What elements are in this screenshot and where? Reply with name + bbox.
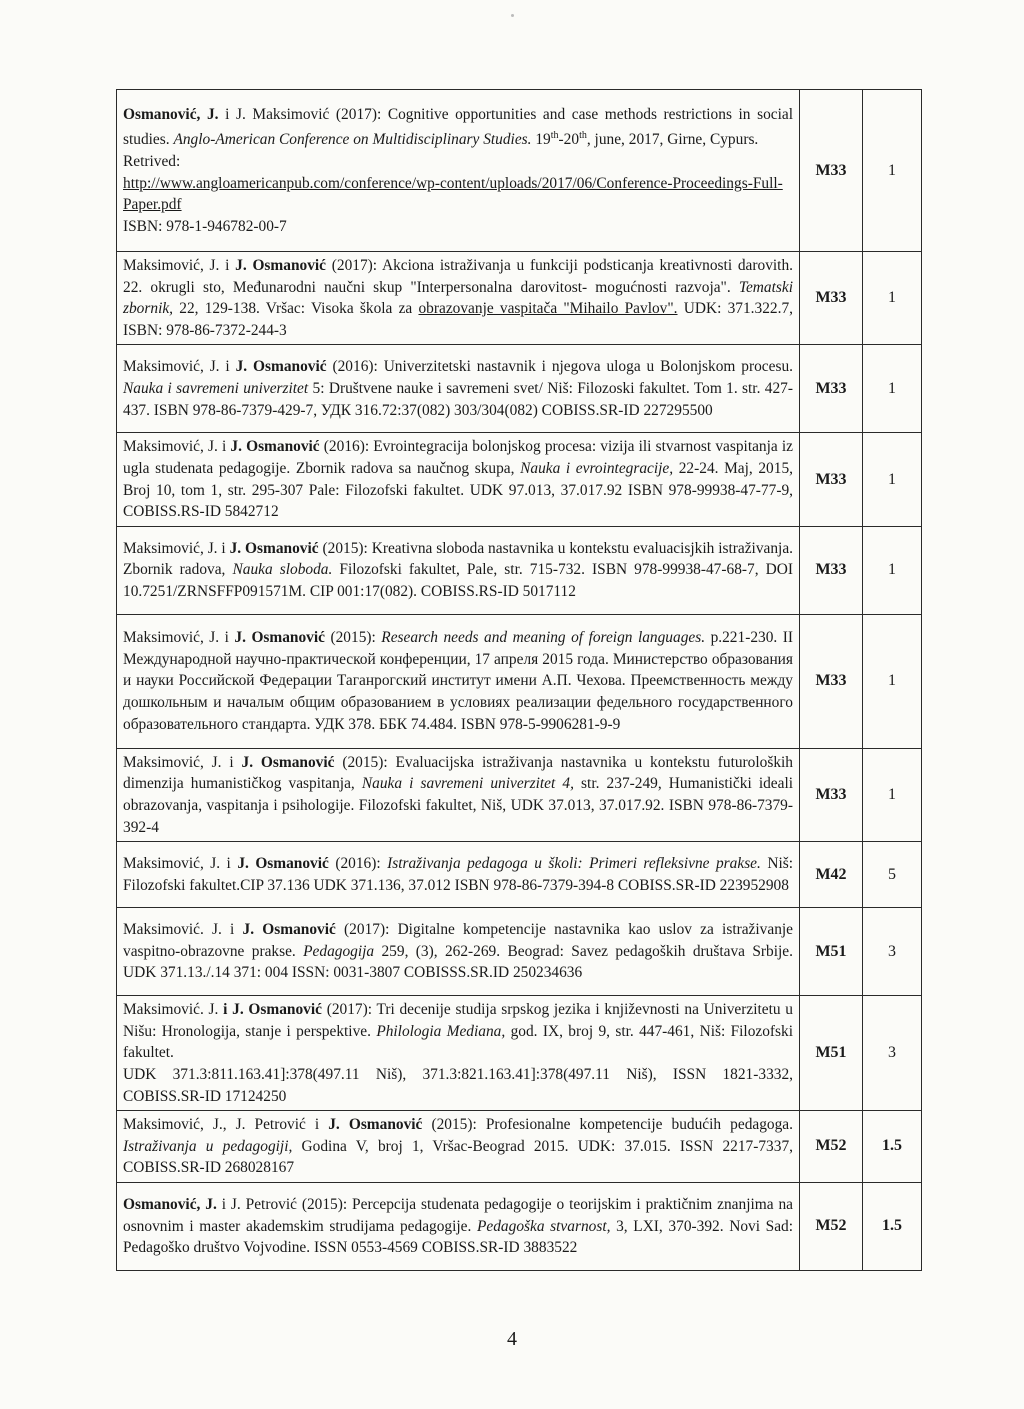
- citation-fragment: Pedagoška stvarnost,: [477, 1217, 611, 1235]
- citation-fragment: J. Osmanović: [235, 358, 327, 376]
- citation-fragment: 5: Društvene nauke i savremeni svet/ Niš: Filozoski fakultet. Tom 1. str. 427-437. ISBN 978-86-7379-429-7, УДК 316.72:37(082) 303/304(082) COBISS.SR-ID 227295500: [123, 380, 793, 419]
- publication-row: [117, 526, 922, 614]
- publication-category: M33: [800, 345, 863, 433]
- publication-row: [117, 1111, 922, 1183]
- publication-points: 5: [863, 842, 922, 908]
- citation-fragment: Maksimović, J. i: [123, 438, 231, 456]
- publication-row: [117, 748, 922, 841]
- citation-fragment: ISBN: 978-1-946782-00-7: [123, 217, 287, 235]
- publication-points: 1: [863, 614, 922, 748]
- citation-fragment: (2017): Tri decenije studija srpskog jezika i književnosti na Univerzitetu u Nišu: Hronologija, stanje i perspektive.: [123, 1001, 794, 1040]
- citation-fragment: (2017): Digitalne kompetencije nastavnika kao uslov za istraživanje vaspitno-obrazovne prakse.: [123, 921, 793, 960]
- citation-fragment: Nauka i savremeni univerzitet: [123, 380, 309, 398]
- citation-fragment: th: [579, 130, 587, 142]
- publication-points: 1: [863, 526, 922, 614]
- citation-fragment: J. Osmanović: [235, 257, 326, 274]
- citation-fragment: 22-24. Maj, 2015, Broj 10, tom 1, str. 295-307 Pale: Filozofski fakultet. UDK 97.013, 37.017.92 ISBN 978-99938-47-77-9, COBISS.RS-ID 5842712: [123, 459, 793, 521]
- publication-citation: [117, 908, 800, 996]
- citation-fragment: 259, (3), 262-269. Beograd: Savez pedagoških društava Srbije. UDK 371.13./.14 371: 004 ISSN: 0031-3807 COBISSS.SR.ID 250234636: [123, 942, 793, 982]
- publication-citation: [117, 433, 800, 526]
- citation-fragment: J. Osmanović: [242, 921, 336, 939]
- citation-fragment: Nauka i evrointegracije,: [520, 459, 674, 477]
- publication-category: M33: [800, 252, 863, 345]
- publication-row: [117, 252, 922, 345]
- citation-fragment: UDK: 371.322.7, ISBN: 978-86-7372-244-3: [123, 300, 793, 339]
- publication-category: M42: [800, 842, 863, 908]
- publication-row: [117, 908, 922, 996]
- citation-fragment: p.221-230. II Международной научно-практической конференции, 17 апреля 2015 года. Министерство образования и науки Российской Федерации Таганрогский институт имени А.П. Чехова. Преемственность между дошкольным и началым общим образованием в условиях реализации федельного государственного образовательного стандарта. УДК 378. ББК 74.484. ISBN 978-5-9906281-9-9: [123, 629, 794, 733]
- publication-category: M51: [800, 908, 863, 996]
- publication-row: [117, 345, 922, 433]
- citation-fragment: (2016):: [328, 855, 388, 873]
- citation-fragment: Osmanović, J.: [123, 1195, 217, 1213]
- citation-fragment: (2016): Evrointegracija bolonjskog procesa: vizija ili stvarnost vaspitanja iz ugla studenata pedagogije. Zbornik radova sa naučnog skupa,: [123, 438, 794, 477]
- citation-fragment: (2016): Univerzitetski nastavnik i njegova uloga u Bolonjskom procesu.: [326, 358, 793, 376]
- publication-citation: [117, 842, 800, 908]
- publication-points: 3: [863, 908, 922, 996]
- citation-fragment: Filozofski fakultet, Pale, str. 715-732. ISBN 978-99938-47-68-7, DOI 10.7251/ZRNSFFP091571M. CIP 001:17(082). COBISS.RS-ID 5017112: [123, 561, 793, 601]
- citation-fragment: 22, 129-138. Vršac: Visoka škola za: [173, 300, 419, 318]
- publication-citation: [117, 252, 800, 345]
- citation-fragment: Pedagogija: [303, 942, 375, 960]
- publication-citation: [117, 1111, 800, 1183]
- publication-points: 1.5: [863, 1182, 922, 1270]
- citation-fragment: -20: [558, 131, 580, 149]
- citation-fragment: UDK 371.3:811.163.41]:378(497.11 Niš), 371.3:821.163.41]:378(497.11 Niš), ISSN 1821-3332, COBISS.SR-ID 17124250: [123, 1065, 793, 1105]
- citation-fragment: Maksimović, J. i: [123, 539, 230, 557]
- citation-fragment: Maksimović, J. i: [123, 753, 242, 771]
- citation-fragment: (2015): Kreativna sloboda nastavnika u kontekstu evaluacisjkih istraživanja. Zbornik radova,: [123, 539, 793, 579]
- publication-row: [117, 996, 922, 1111]
- publication-citation: [117, 526, 800, 614]
- citation-fragment: Philologia Mediana,: [376, 1022, 506, 1040]
- citation-fragment: Maksimović. J. i: [123, 921, 243, 939]
- publication-citation: [117, 996, 800, 1111]
- citation-fragment: J. Osmanović: [241, 753, 335, 771]
- citation-fragment: str. 237-249, Humanistički ideali obrazovanja, vaspitanja i psihologije. Filozofski fakultet, Niš, UDK 37.013, 37.017.92. ISBN 978-86-7379-392-4: [123, 775, 794, 836]
- citation-fragment: i J. Maksimović (2017): Cognitive opportunities and case methods restrictions in social studies.: [123, 105, 793, 149]
- publication-points: 1: [863, 90, 922, 252]
- publication-row: [117, 842, 922, 908]
- citation-fragment: Tematski zbornik,: [123, 278, 793, 318]
- publication-points: 1.5: [863, 1111, 922, 1183]
- publication-citation: [117, 614, 800, 748]
- citation-fragment: (2015): Profesionalne kompetencije budućih pedagoga.: [422, 1116, 793, 1134]
- citation-fragment: Maksimović, J. i: [123, 358, 236, 376]
- citation-fragment: obrazovanje vaspitača "Mihailo Pavlov".: [418, 300, 678, 318]
- citation-fragment: Nauka sloboda.: [232, 561, 333, 579]
- publication-row: [117, 433, 922, 526]
- citation-fragment: god. IX, broj 9, str. 447-461, Niš: Filozofski fakultet.: [123, 1022, 794, 1062]
- publication-row: [117, 1182, 922, 1270]
- publication-category: M33: [800, 748, 863, 841]
- publication-citation: [117, 748, 800, 841]
- publication-category: M51: [800, 996, 863, 1111]
- citation-fragment: i J. Petrović (2015): Percepcija studenata pedagogije o teorijskim i praktičnim znanjima na osnovnim i master akademskim strudijama pedagogije.: [123, 1195, 793, 1235]
- citation-fragment: 3, LXI, 370-392. Novi Sad: Pedagoško društvo Vojvodine. ISSN 0553-4569 COBISS.SR-ID 3883522: [123, 1217, 793, 1257]
- citation-fragment: Maksimović, J. i: [123, 629, 235, 647]
- publication-category: M33: [800, 433, 863, 526]
- publication-row: [117, 90, 922, 252]
- citation-fragment: Anglo-American Conference on Multidisciplinary Studies.: [173, 131, 532, 149]
- citation-fragment: 19: [531, 131, 551, 149]
- citation-fragment: Maksimović, J. i: [123, 855, 238, 873]
- publication-points: 1: [863, 748, 922, 841]
- page-number: 4: [507, 1328, 517, 1350]
- publication-points: 3: [863, 996, 922, 1111]
- citation-fragment: Maksimović. J.: [123, 1001, 224, 1019]
- publication-row: [117, 614, 922, 748]
- publication-category: M52: [800, 1111, 863, 1183]
- citation-fragment: J. Osmanović: [234, 629, 325, 647]
- citation-fragment: Retrived:: [123, 152, 181, 170]
- publication-category: M52: [800, 1182, 863, 1270]
- publication-points: 1: [863, 433, 922, 526]
- publications-table-body: [117, 90, 922, 1271]
- citation-fragment: J. Osmanović: [230, 438, 320, 456]
- citation-fragment: th: [550, 130, 559, 142]
- citation-fragment: , june, 2017, Girne, Cypurs.: [586, 131, 759, 149]
- citation-fragment: Istraživanja u pedagogiji,: [123, 1137, 293, 1155]
- citation-fragment: Niš: Filozofski fakultet.CIP 37.136 UDK 371.136, 37.012 ISBN 978-86-7379-394-8 COBISS.SR-ID 223952908: [123, 855, 793, 894]
- citation-fragment: (2017): Akciona istraživanja u funkciji podsticanja kreativnosti darovith. 22. okrugli sto, Međunarodni naučni skup "Interpersonalna darovitost- mogućnosti razvoja".: [123, 257, 793, 296]
- citation-fragment: Maksimović, J. i: [123, 257, 236, 274]
- citation-fragment: Osmanović, J.: [123, 105, 219, 123]
- citation-fragment: Maksimović, J., J. Petrović i: [123, 1116, 329, 1134]
- citation-fragment: (2015): Evaluacijska istraživanja nastavnika u kontekstu futuroloških dimenzija humanističkog vaspitanja,: [123, 753, 794, 793]
- citation-fragment: i J. Osmanović: [223, 1001, 322, 1019]
- publication-category: M33: [800, 90, 863, 252]
- citation-fragment: J. Osmanović: [328, 1116, 423, 1134]
- citation-fragment: (2015):: [324, 629, 382, 647]
- citation-fragment: http://www.angloamericanpub.com/conference/wp-content/uploads/2017/06/Conference-Proceedings-Full-Paper.pdf: [123, 174, 783, 214]
- citation-fragment: Research needs and meaning of foreign languages.: [381, 629, 706, 647]
- publication-citation: [117, 345, 800, 433]
- citation-fragment: Godina V, broj 1, Vršac-Beograd 2015. UDK: 37.015. ISSN 2217-7337, COBISS.SR-ID 268028167: [123, 1137, 793, 1177]
- publication-points: 1: [863, 345, 922, 433]
- publication-citation: [117, 1182, 800, 1270]
- publication-citation: [117, 90, 800, 252]
- citation-fragment: J. Osmanović: [229, 539, 319, 557]
- publication-points: 1: [863, 252, 922, 345]
- scan-dot: [511, 14, 514, 17]
- citation-fragment: Istraživanja pedagoga u školi: Primeri refleksivne prakse.: [387, 855, 761, 873]
- citation-fragment: J. Osmanović: [237, 855, 329, 873]
- citation-fragment: Nauka i savremeni univerzitet 4,: [361, 775, 574, 793]
- publication-category: M33: [800, 614, 863, 748]
- publication-category: M33: [800, 526, 863, 614]
- publications-table: [116, 89, 922, 1271]
